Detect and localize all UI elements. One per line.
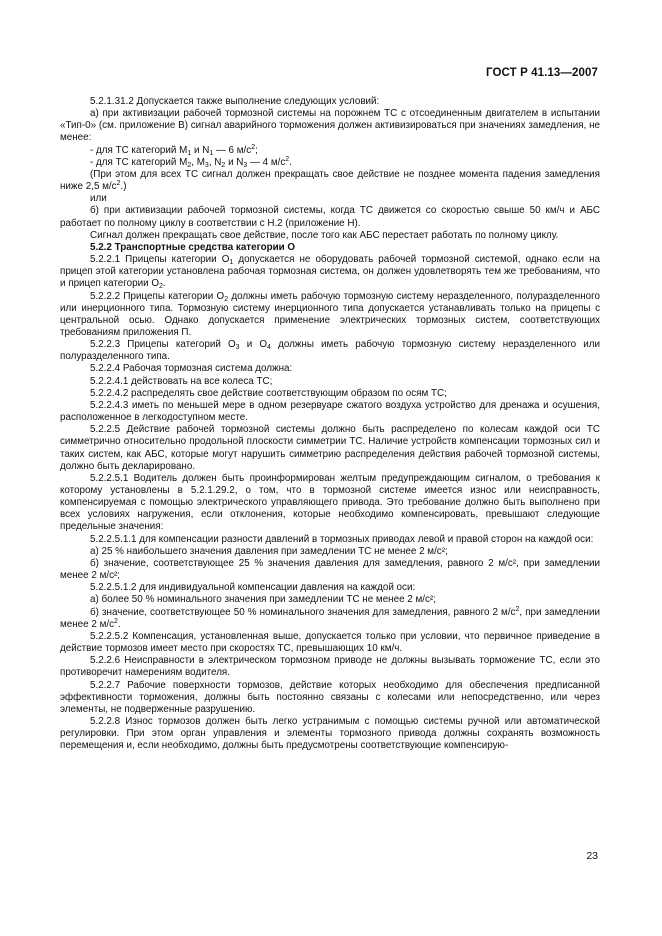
paragraph: 5.2.2.4.2 распределять свое действие соответствующим образом по осям ТС; bbox=[90, 387, 447, 399]
paragraph: - для ТС категорий $M_1$ и $N_1$ — 6 $м/с^2$; bbox=[90, 143, 258, 157]
paragraph: 5.2.2.3 Прицепы категорий $O_3$ и $O_4$ должны иметь рабочую тормозную систему неразделенного или полуразделенного типа. bbox=[60, 339, 600, 363]
paragraph: 5.2.2.7 Рабочие поверхности тормозов, действие которых необходимо для обеспечения предписанной эффективности торможения, должны быть постоянно связаны с колесами или непосредственно, или через элементы, не подверженные разрушению. bbox=[60, 679, 600, 715]
paragraph: а) 25 % наибольшего значения давления при замедлении ТС не менее 2 м/с²; bbox=[90, 545, 448, 557]
document-body bbox=[60, 96, 600, 752]
paragraph: б) значение, соответствующее 25 % значения давления для замедления, равного 2 м/с², при замедлении менее 2 м/с²; bbox=[60, 557, 600, 582]
paragraph: б) значение, соответствующее 50 % номинального значения для замедления, равного 2 $м/с^2$, при замедлении менее 2 $м/с^2$. bbox=[60, 605, 600, 630]
paragraph: 5.2.2.5.1.2 для индивидуальной компенсации давления на каждой оси: bbox=[90, 582, 416, 594]
paragraph: а) при активизации рабочей тормозной системы на порожнем ТС с отсоединенным двигателем в испытании «Тип-0» (см. приложение В) сигнал аварийного торможения должен активизироваться при значениях замедления, не менее: bbox=[60, 108, 600, 144]
paragraph: 5.2.2.6 Неисправности в электрическом тормозном приводе не должны вызывать торможение ТС, если это противоречит намерениям водителя. bbox=[60, 655, 600, 679]
paragraph: 5.2.1.31.2 Допускается также выполнение следующих условий: bbox=[90, 96, 380, 107]
paragraph: б) при активизации рабочей тормозной системы, когда ТС движется со скоростью свыше 50 км/ч и АБС работает по полному циклу в соответствии с Н.2 (приложение Н). bbox=[60, 205, 600, 229]
paragraph: 5.2.2.5.1.1 для компенсации разности давлений в тормозных приводах левой и правой сторон на каждой оси: bbox=[90, 533, 594, 545]
paragraph: 5.2.2.4.3 иметь по меньшей мере в одном резервуаре сжатого воздуха устройство для дренажа и осушения, расположенное в легкодоступном месте. bbox=[60, 399, 600, 424]
paragraph: Сигнал должен прекращать свое действие, после того как АБС перестает работать по полному циклу. bbox=[90, 229, 559, 241]
page-number: 23 bbox=[586, 850, 598, 862]
paragraph: (При этом для всех ТС сигнал должен прекращать свое действие не позднее момента падения замедления ниже 2,5 $м/с^2$.) bbox=[60, 168, 600, 193]
paragraph: 5.2.2.8 Износ тормозов должен быть легко устранимым с помощью системы ручной или автоматической регулировки. При этом орган управления и элементы тормозного привода должны сохранять возможность перемещения и, если необходимо, должны быть предусмотрены соответствующие компенсирую- bbox=[60, 715, 600, 752]
section-heading: 5.2.2 Транспортные средства категории О bbox=[90, 241, 296, 253]
document-header: ГОСТ Р 41.13—2007 bbox=[486, 67, 598, 79]
paragraph: 5.2.2.5.1 Водитель должен быть проинформирован желтым предупреждающим сигналом, о требования к которому установлены в 5.2.1.29.2, о том, что в тормозной системе имеется износ или неисправность, компенсируемая с помощью электрического управляющего привода. Это требование должно быть выполнено при всех условиях нагружения, если отклонения, которые необходимо компенсировать, превышают следующие предельные значения: bbox=[60, 472, 600, 533]
paragraph: 5.2.2.1 Прицепы категории $O_1$ допускается не оборудовать рабочей тормозной системой, однако если на прицеп этой категории установлена рабочая тормозная система, он должен удовлетворять тем же требованиям, что и прицеп категории $O_2$. bbox=[60, 254, 600, 291]
paragraph: а) более 50 % номинального значения при замедлении ТС не менее 2 м/с²; bbox=[90, 594, 436, 606]
paragraph: 5.2.2.5 Действие рабочей тормозной системы должно быть распределено по колесам каждой оси ТС симметрично относительно продольной плоскости симметрии ТС. Наличие устройств компенсации тормозных сил и таких систем, как АБС, которые могут нарушить симметрию распределения действия рабочей тормозной системы, должно быть декларировано. bbox=[60, 424, 600, 472]
paragraph: 5.2.2.4 Рабочая тормозная система должна: bbox=[90, 363, 293, 375]
paragraph: - для ТС категорий $M_2$, $M_3$, $N_2$ и $N_3$ — 4 $м/с^2$. bbox=[90, 155, 292, 169]
paragraph: или bbox=[90, 193, 107, 205]
paragraph: 5.2.2.5.2 Компенсация, установленная выше, допускается только при условии, что первичное приведение в действие тормозов имеет место при скоростях ТС, превышающих 10 км/ч. bbox=[60, 630, 600, 655]
paragraph: 5.2.2.4.1 действовать на все колеса ТС; bbox=[90, 375, 273, 387]
paragraph: 5.2.2.2 Прицепы категории $O_2$ должны иметь рабочую тормозную систему неразделенного, полуразделенного или инерционного типа. Тормозную систему инерционного типа допускается устанавливать только на прицепы с центральной осью. Однако допускается применение электрических тормозных систем, соответствующих требованиям приложения П. bbox=[60, 290, 600, 338]
